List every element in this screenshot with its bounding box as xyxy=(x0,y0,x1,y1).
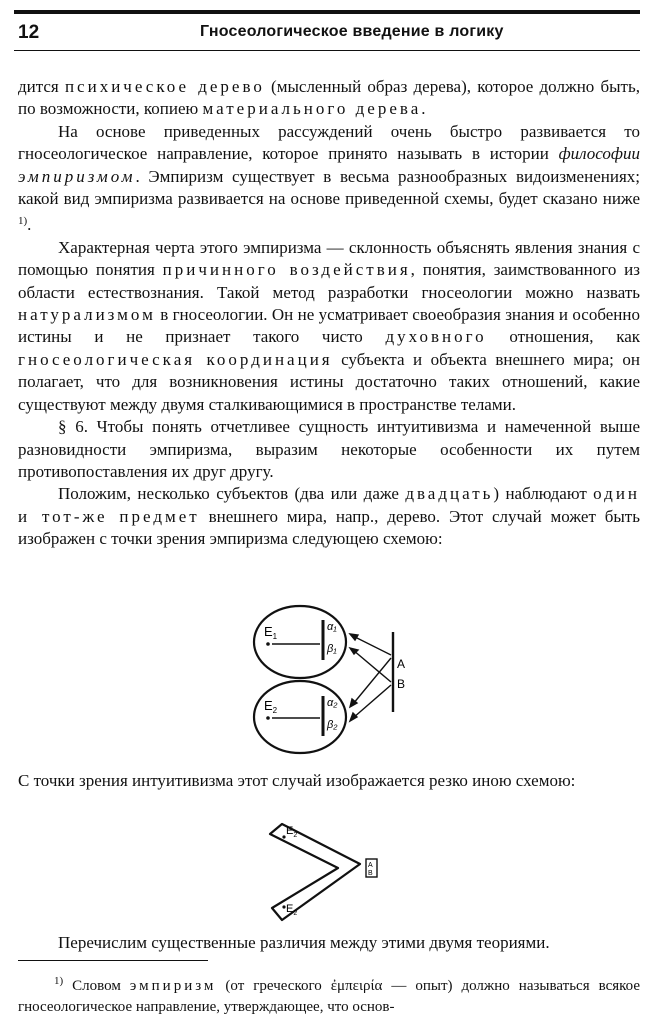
main-text xyxy=(18,76,640,551)
page-header xyxy=(14,10,640,51)
text-run: Словом xyxy=(63,978,130,994)
object-a-label: A xyxy=(397,657,406,671)
intuitivism-diagram xyxy=(262,812,392,934)
spaced-term: психическое дерево xyxy=(64,77,265,96)
subject-2-label: $E_2$ xyxy=(286,903,298,917)
text-run: § 6. Чтобы понять отчетливее сущность интуитивизма и намеченной выше разновидности эмпиризма, выразим некоторые особенности их путем противопоставления их друг другу. xyxy=(18,417,640,481)
text-run: На основе приведенных рассуждений очень быстро развивается то гносеологическое направление, которое принято называть в истории xyxy=(18,121,640,164)
text-run: (мысленный образ дерева), которое должно быть, по возможности, копиею xyxy=(18,77,640,119)
text-run: дится xyxy=(18,77,65,96)
spaced-term: материального дерева xyxy=(202,99,422,119)
object-b-label: B xyxy=(368,870,373,877)
paragraph-4 xyxy=(18,416,640,483)
causal-arrows xyxy=(350,634,391,721)
text-run: отношения, как xyxy=(486,327,640,347)
text-run: внешнего мира, напр., дерево. Этот случай может быть изображен с точки зрения эмпиризма следующею схемою: xyxy=(18,506,640,549)
paragraph-3 xyxy=(18,237,640,416)
footnote-rule xyxy=(18,960,208,961)
object-b-label: B xyxy=(397,677,406,691)
text-run: Характерная черта этого эмпиризма — склонность объяснять явления знания с помощью понятия xyxy=(18,237,640,280)
subject-1-label: $E_1$ xyxy=(264,624,278,641)
subject-2-dot xyxy=(266,716,270,720)
subject-1-dot xyxy=(266,642,270,646)
text-run: . xyxy=(27,215,32,235)
text-run: субъекта и объекта внешнего мира; он полагает, что для возникновения истины достаточно таких отношений, какие существуют между двумя сталкивающимися в пространстве телами. xyxy=(18,349,640,414)
italic-term: философии xyxy=(558,144,640,164)
running-title: Гносеологическое введение в логику xyxy=(200,23,504,40)
spaced-term: двадцать xyxy=(405,484,494,504)
paragraph-2 xyxy=(18,121,640,237)
footnote-marker: 1) xyxy=(54,975,64,987)
text-run: . xyxy=(421,99,426,119)
footnote-ref: 1) xyxy=(18,215,28,228)
spaced-term: эмпиризмом xyxy=(18,166,136,186)
spaced-term: эмпиризм xyxy=(129,978,217,994)
spaced-term: духовного xyxy=(385,327,487,347)
text-run: С точки зрения интуитивизма этот случай изображается резко иною схемою: xyxy=(18,771,576,790)
text-run: Перечислим существенные различия между этими двумя теориями. xyxy=(58,933,550,952)
beta-2-label: β₂ xyxy=(327,719,338,731)
object-a-label: A xyxy=(368,862,373,869)
text-run: . Эмпиризм существует в весьма разнообразных видоизменениях; какой вид эмпиризма развивается на основе приведенной схемы, будет сказано ниже xyxy=(18,166,640,209)
text-run: Положим, несколько субъектов (два или даже xyxy=(58,484,406,504)
alpha-1-label: α₁ xyxy=(327,621,337,633)
page-number: 12 xyxy=(18,22,40,43)
paragraph-5 xyxy=(18,483,640,550)
text-run: , понятия, заимствованного из области естествознания. Такой метод разработки гносеологии можно назвать xyxy=(18,260,640,302)
paragraph-7 xyxy=(18,932,640,954)
footnote xyxy=(18,971,640,1018)
text-run: в гносеологии. Он не усматривает своеобразия знания и особенно истины и не признает такого чисто xyxy=(18,305,640,347)
spaced-term: один и тот-же предмет xyxy=(18,484,641,526)
spaced-term: причинного воздействия xyxy=(162,260,411,280)
text-run: (от греческого ἐμπειρία — опыт) должно называться всякое гносеологическое направление, утверждающее, что основ- xyxy=(18,978,640,1015)
spaced-term: гносеологическая координация xyxy=(18,349,333,369)
empiricism-diagram xyxy=(250,600,430,760)
subject-1-label: $E_2$ xyxy=(286,825,298,839)
alpha-2-label: α₂ xyxy=(327,697,338,709)
paragraph-1 xyxy=(18,76,640,121)
subject-2-label: $E_2$ xyxy=(264,698,278,715)
beta-1-label: β₁ xyxy=(327,643,337,655)
paragraph-6 xyxy=(18,770,640,792)
spaced-term: натурализмом xyxy=(18,305,156,325)
text-run: ) наблюдают xyxy=(493,484,594,504)
subject-1-ellipse xyxy=(254,606,346,678)
